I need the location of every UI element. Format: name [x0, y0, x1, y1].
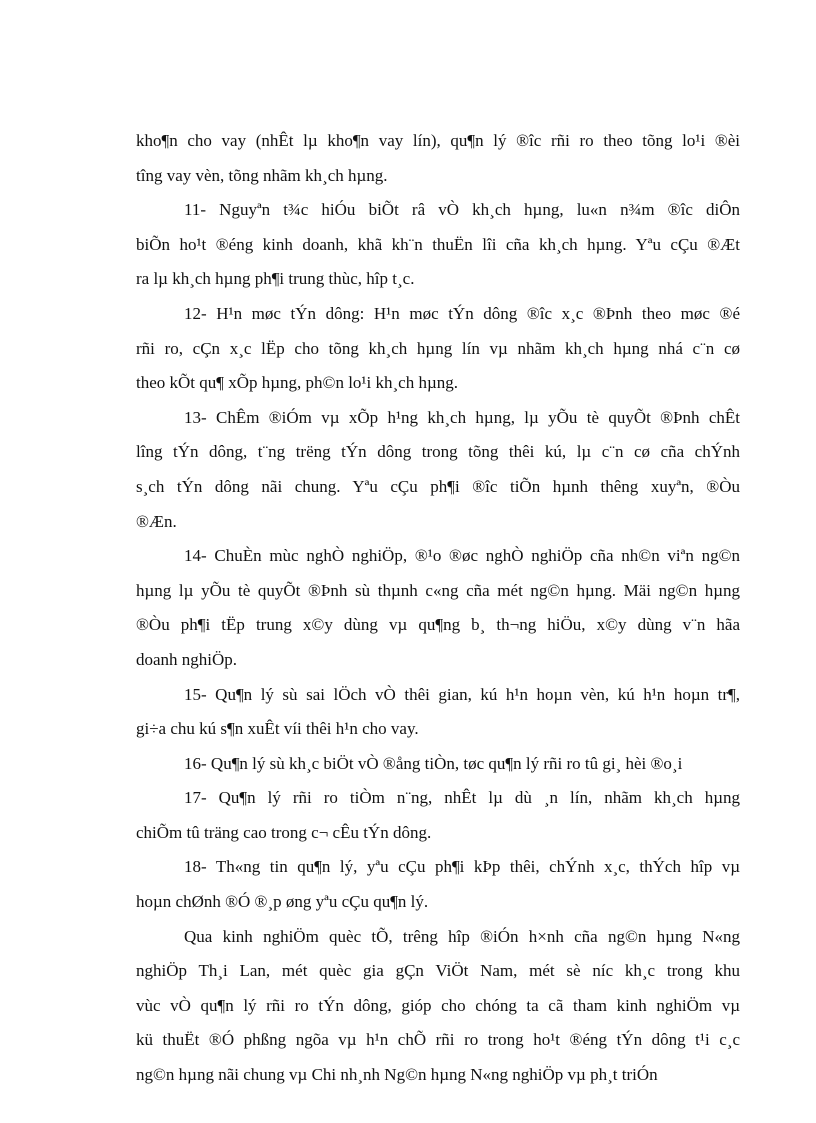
text-line: kho¶n cho vay (nhÊt lµ kho¶n vay lín), qu¶n lý ®îc rñi ro theo tõng lo¹i ®èi — [136, 131, 740, 150]
text-line: 16- Qu¶n lý sù kh¸c biÖt vÒ ®ång tiÒn, tøc qu¶n lý rñi ro tû gi¸ hèi ®o¸i — [184, 753, 683, 773]
text-line: 11- Nguyªn t¾c hiÓu biÕt râ vÒ kh¸ch hµng, lu«n n¾m ®îc diÔn — [184, 200, 740, 220]
paragraph — [136, 193, 740, 297]
document-page — [136, 124, 740, 1093]
paragraph — [136, 747, 740, 782]
text-line: kü thuËt ®Ó phßng ngõa vµ h¹n chÕ rñi ro trong ho¹t ®éng tÝn dông t¹i c¸c — [136, 1030, 740, 1050]
text-line: 14- ChuÈn mùc nghÒ nghiÖp, ®¹o ®øc nghÒ nghiÖp cña nh©n viªn ng©n — [184, 546, 740, 566]
text-line: vùc vÒ qu¶n lý rñi ro tÝn dông, gióp cho chóng ta cã tham kinh nghiÖm vµ — [136, 995, 740, 1015]
text-line: hoµn chØnh ®Ó ®¸p øng yªu cÇu qu¶n lý. — [136, 892, 429, 912]
paragraph — [136, 539, 740, 677]
text-line: nghiÖp Th¸i Lan, mét quèc gia gÇn ViÖt Nam, mét sè níc kh¸c trong khu — [136, 961, 740, 981]
text-line: tîng vay vèn, tõng nhãm kh¸ch hµng. — [136, 165, 388, 185]
paragraph — [136, 297, 740, 401]
paragraph — [136, 920, 740, 1093]
text-line: s¸ch tÝn dông nãi chung. Yªu cÇu ph¶i ®îc tiÕn hµnh thêng xuyªn, ®Òu — [136, 476, 740, 496]
paragraph — [136, 124, 740, 193]
text-line: ®Æn. — [136, 511, 177, 531]
text-line: 12- H¹n møc tÝn dông: H¹n møc tÝn dông ®îc x¸c ®Þnh theo møc ®é — [184, 303, 740, 323]
text-line: Qua kinh nghiÖm quèc tÕ, trêng hîp ®iÓn h×nh cña ng©n hµng N«ng — [184, 926, 740, 946]
paragraph — [136, 850, 740, 919]
text-line: 18- Th«ng tin qu¶n lý, yªu cÇu ph¶i kÞp thêi, chÝnh x¸c, thÝch hîp vµ — [184, 857, 740, 877]
text-line: ra lµ kh¸ch hµng ph¶i trung thùc, hîp t¸c. — [136, 269, 415, 289]
text-line: hµng lµ yÕu tè quyÕt ®Þnh sù thµnh c«ng cña mét ng©n hµng. Mäi ng©n hµng — [136, 580, 740, 600]
text-line: ®Òu ph¶i tËp trung x©y dùng vµ qu¶ng b¸ th¬ng hiÖu, x©y dùng v¨n hãa — [136, 615, 740, 635]
text-line: rñi ro, cÇn x¸c lËp cho tõng kh¸ch hµng lín vµ nhãm kh¸ch hµng nhá c¨n cø — [136, 338, 740, 358]
text-line: gi÷a chu kú s¶n xuÊt víi thêi h¹n cho vay. — [136, 719, 419, 739]
text-line: biÕn ho¹t ®éng kinh doanh, khã kh¨n thuËn lîi cña kh¸ch hµng. Yªu cÇu ®Æt — [136, 234, 740, 254]
text-line: theo kÕt qu¶ xÕp hµng, ph©n lo¹i kh¸ch hµng. — [136, 373, 459, 393]
text-line: ng©n hµng nãi chung vµ Chi nh¸nh Ng©n hµng N«ng nghiÖp vµ ph¸t triÓn — [136, 1065, 658, 1085]
text-line: 13- ChÊm ®iÓm vµ xÕp h¹ng kh¸ch hµng, lµ yÕu tè quyÕt ®Þnh chÊt — [184, 407, 740, 427]
text-line: 15- Qu¶n lý sù sai lÖch vÒ thêi gian, kú h¹n hoµn vèn, kú h¹n hoµn tr¶, — [184, 684, 740, 704]
paragraph — [136, 678, 740, 747]
text-line: chiÕm tû träng cao trong c¬ cÊu tÝn dông. — [136, 822, 432, 842]
text-line: lîng tÝn dông, t¨ng trëng tÝn dông trong tõng thêi kú, lµ c¨n cø cña chÝnh — [136, 442, 740, 462]
text-line: 17- Qu¶n lý rñi ro tiÒm n¨ng, nhÊt lµ dù ¸n lín, nhãm kh¸ch hµng — [184, 788, 740, 808]
text-line: doanh nghiÖp. — [136, 649, 238, 669]
paragraph — [136, 781, 740, 850]
paragraph — [136, 401, 740, 539]
